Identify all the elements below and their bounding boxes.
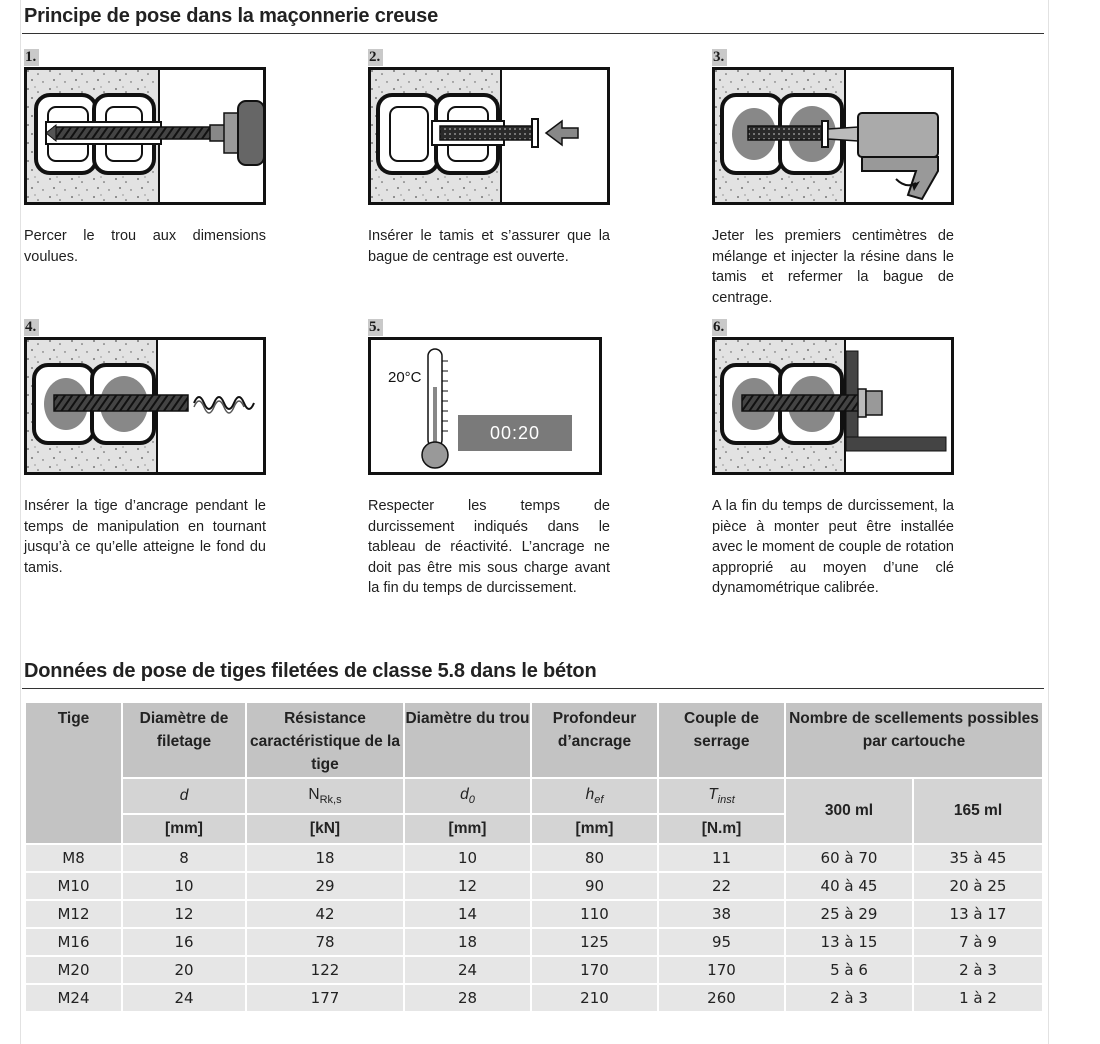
- cell-d: 16: [122, 928, 246, 956]
- cell-tige: M20: [25, 956, 122, 984]
- right-margin-line: [1048, 0, 1049, 1044]
- header-diametre-trou: Diamètre du trou: [404, 702, 531, 778]
- table-row: [25, 872, 1043, 900]
- cell-hef: 170: [531, 956, 658, 984]
- cell-hef: 210: [531, 984, 658, 1012]
- cell-d: 10: [122, 872, 246, 900]
- header-profondeur: Profondeur d’ancrage: [531, 702, 658, 778]
- cell-nrks: 78: [246, 928, 404, 956]
- cell-c165: 1 à 2: [913, 984, 1043, 1012]
- cell-do: 12: [404, 872, 531, 900]
- step-number: 2.: [368, 49, 383, 66]
- symbol-hef: $h_{ef}$: [531, 778, 658, 814]
- unit-nrks: [kN]: [246, 814, 404, 844]
- step-number: 3.: [712, 49, 727, 66]
- step-number: 6.: [712, 319, 727, 336]
- header-couple: Couple de serrage: [658, 702, 785, 778]
- unit-d: [mm]: [122, 814, 246, 844]
- table-row: [25, 928, 1043, 956]
- fixture-mounting-illustration: [712, 337, 954, 475]
- cell-do: 24: [404, 956, 531, 984]
- cell-tinst: 170: [658, 956, 785, 984]
- cell-c165: 13 à 17: [913, 900, 1043, 928]
- unit-hef: [mm]: [531, 814, 658, 844]
- step-2: [368, 48, 614, 267]
- drilling-illustration: [24, 67, 266, 205]
- symbol-do: $d_0$: [404, 778, 531, 814]
- cell-do: 28: [404, 984, 531, 1012]
- symbol-nrks: $N_{Rk,s}$: [246, 778, 404, 814]
- cell-d: 20: [122, 956, 246, 984]
- curing-frame: [368, 337, 610, 475]
- step-description: A la fin du temps de durcissement, la pièce à monter peut être installée avec le moment de couple de rotation approprié au moyen d’une clé dynamométrique calibrée.: [712, 498, 954, 597]
- cell-c300: 40 à 45: [785, 872, 913, 900]
- step-description: Insérer le tamis et s’assurer que la bague de centrage est ouverte.: [368, 228, 610, 265]
- step-6: [712, 318, 958, 599]
- step-description: Respecter les temps de durcissement indiqués dans le tableau de réactivité. L’ancrage ne doit pas être mis sous charge avant la fin du temps de durcissement.: [368, 498, 610, 597]
- step-description: Percer le trou aux dimensions voulues.: [24, 228, 266, 265]
- step-description: Insérer la tige d’ancrage pendant le temps de manipulation en tournant jusqu’à ce qu’elle atteigne le fond du tamis.: [24, 498, 266, 576]
- step-4: [24, 318, 270, 578]
- section-title-donnees: Données de pose de tiges filetées de classe 5.8 dans le béton: [24, 660, 597, 682]
- left-margin-line: [20, 0, 21, 1044]
- step-5: [368, 318, 614, 599]
- cell-c165: 20 à 25: [913, 872, 1043, 900]
- title-rule: [22, 33, 1044, 34]
- cell-c165: 35 à 45: [913, 844, 1043, 872]
- cell-tige: M24: [25, 984, 122, 1012]
- step-1: [24, 48, 270, 267]
- unit-tinst: [N.m]: [658, 814, 785, 844]
- temperature-label: 20°C: [388, 369, 422, 386]
- cell-c300: 5 à 6: [785, 956, 913, 984]
- cell-c165: 2 à 3: [913, 956, 1043, 984]
- cell-hef: 80: [531, 844, 658, 872]
- resin-injection-illustration: [712, 67, 954, 205]
- cell-c300: 2 à 3: [785, 984, 913, 1012]
- cell-tinst: 22: [658, 872, 785, 900]
- section-title-principe: Principe de pose dans la maçonnerie creuse: [24, 5, 438, 27]
- cell-tinst: 11: [658, 844, 785, 872]
- cell-hef: 125: [531, 928, 658, 956]
- cell-tinst: 95: [658, 928, 785, 956]
- step-number: 1.: [24, 49, 39, 66]
- table-header-row: [25, 702, 1043, 778]
- title-rule-2: [22, 688, 1044, 689]
- cell-c300: 25 à 29: [785, 900, 913, 928]
- header-resistance: Résistance caractéristique de la tige: [246, 702, 404, 778]
- timer-display: 00:20: [489, 423, 541, 443]
- cell-do: 10: [404, 844, 531, 872]
- symbol-d: d: [122, 778, 246, 814]
- rod-insertion-illustration: [24, 337, 266, 475]
- symbol-tinst: $T_{inst}$: [658, 778, 785, 814]
- table-row: [25, 900, 1043, 928]
- cell-tige: M10: [25, 872, 122, 900]
- table-row: [25, 844, 1043, 872]
- step-description: Jeter les premiers centimètres de mélange et injecter la résine dans le tamis et refermer la bague de centrage.: [712, 228, 954, 306]
- table-row: [25, 984, 1043, 1012]
- unit-do: [mm]: [404, 814, 531, 844]
- header-300ml: 300 ml: [785, 778, 913, 844]
- cell-nrks: 18: [246, 844, 404, 872]
- header-tige: Tige: [25, 702, 122, 844]
- cell-nrks: 29: [246, 872, 404, 900]
- cell-tinst: 260: [658, 984, 785, 1012]
- header-diametre-filetage: Diamètre de filetage: [122, 702, 246, 778]
- cell-tige: M16: [25, 928, 122, 956]
- cell-nrks: 42: [246, 900, 404, 928]
- cell-c300: 13 à 15: [785, 928, 913, 956]
- table-symbol-row: [25, 778, 1043, 814]
- cell-do: 18: [404, 928, 531, 956]
- cell-do: 14: [404, 900, 531, 928]
- cell-nrks: 122: [246, 956, 404, 984]
- cell-hef: 110: [531, 900, 658, 928]
- cell-tige: M8: [25, 844, 122, 872]
- header-nombre-scellements: Nombre de scellements possibles par cartouche: [785, 702, 1043, 778]
- curing-time-illustration: [368, 337, 610, 475]
- header-165ml: 165 ml: [913, 778, 1043, 844]
- cell-d: 8: [122, 844, 246, 872]
- cell-c300: 60 à 70: [785, 844, 913, 872]
- step-number: 4.: [24, 319, 39, 336]
- cell-hef: 90: [531, 872, 658, 900]
- cell-c165: 7 à 9: [913, 928, 1043, 956]
- cell-nrks: 177: [246, 984, 404, 1012]
- cell-tinst: 38: [658, 900, 785, 928]
- cell-d: 12: [122, 900, 246, 928]
- table-row: [25, 956, 1043, 984]
- cell-tige: M12: [25, 900, 122, 928]
- step-number: 5.: [368, 319, 383, 336]
- installation-data-table: [24, 701, 1044, 1013]
- sleeve-insertion-illustration: [368, 67, 610, 205]
- step-3: [712, 48, 958, 308]
- cell-d: 24: [122, 984, 246, 1012]
